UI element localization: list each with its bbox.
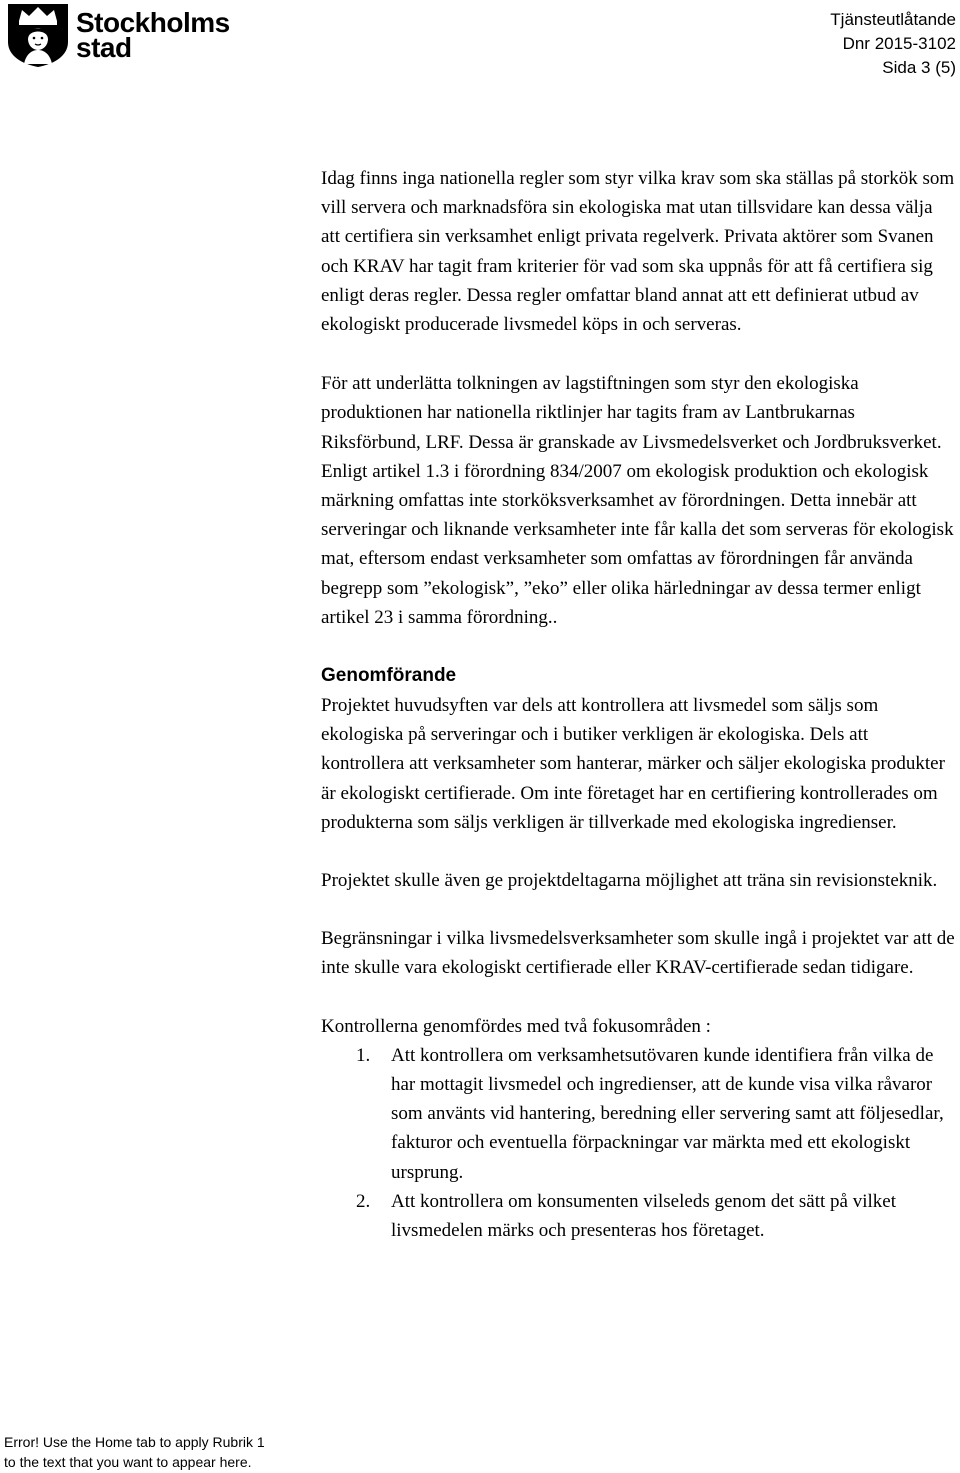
list-item-number: 1. (356, 1044, 371, 1066)
diary-number: Dnr 2015-3102 (842, 34, 956, 53)
footer-line-1: Error! Use the Home tab to apply Rubrik 1 (4, 1434, 265, 1450)
paragraph-training: Projektet skulle även ge projektdeltagarna möjlighet att träna sin revisionsteknik. (321, 870, 938, 892)
document-type: Tjänsteutlåtande (830, 10, 956, 29)
logo-line-1: Stockholms (76, 7, 230, 38)
footer-line-2: to the text that you want to appear here. (4, 1453, 252, 1470)
list-item-text: Att kontrollera om konsumenten vilseleds genom det sätt på vilket livsmedelen märks och presenteras hos företaget. (391, 1190, 896, 1242)
list-item-number: 2. (356, 1190, 371, 1212)
page-number: Sida 3 (5) (882, 58, 956, 77)
logo-wordmark (76, 7, 230, 63)
paragraph-limitations: Begränsningar i vilka livsmedelsverksamheter som skulle ingå i projektet var att de inte skulle vara ekologiskt certifierade eller KRAV-certifierade sedan tidigare. (321, 928, 955, 979)
list-item-text: Att kontrollera om verksamhetsutövaren kunde identifiera från vilka de har mottagit livsmedel och ingredienser, att de kunde visa vilka råvaror som använts vid hantering, beredning eller servering samt att följesedlar, fakturor och eventuella förpackningar var märkta med ett ekologiskt ursprung. (391, 1044, 944, 1183)
section-heading: Genomförande (321, 665, 457, 687)
paragraph-legislation: För att underlätta tolkningen av lagstiftningen som styr den ekologiska produktionen har nationella riktlinjer har tagits fram av Lantbrukarnas Riksförbund, LRF. Dessa är granskade av Livsmedelsverket och Jordbruksverket. Enligt artikel 1.3 i förordning 834/2007 om ekologisk produktion och ekologisk märkning omfattas inte storköksverksamhet av förordningen. Detta innebär att serveringar och liknande verksamheter inte får kalla det som serveras för ekologisk mat, eftersom endast verksamheter som omfattas av förordningen får använda begrepp som ”ekologisk”, ”eko” eller olika härledningar av dessa termer enligt artikel 23 i samma förordning.. (321, 373, 954, 628)
logo-line-2: stad (76, 32, 132, 63)
crown-crest-icon (6, 2, 70, 68)
paragraph-purpose: Projektet huvudsyften var dels att kontrollera att livsmedel som säljs som ekologiska på serveringar och i butiker verkligen är ekologiska. Dels att kontrollera att verksamheter som hanterar, märker och säljer ekologiska produkter är ekologiskt certifierade. Om inte företaget har en certifiering kontrollerades om produkterna som säljs verkligen är tillverkade med ekologiska ingredienser. (321, 695, 945, 833)
stockholms-stad-logo (6, 2, 230, 68)
document-body (321, 164, 955, 1245)
focus-list (321, 1041, 955, 1245)
list-item (321, 1187, 955, 1245)
paragraph-focus-intro: Kontrollerna genomfördes med två fokusområden : (321, 1015, 711, 1037)
paragraph-intro: Idag finns inga nationella regler som styr vilka krav som ska ställas på storkök som vill servera och marknadsföra sin ekologiska mat utan tillsvidare kan dessa välja att certifiera sin verksamhet enligt privata regelverk. Privata aktörer som Svanen och KRAV har tagit fram kriterier för vad som ska uppnås för att få certifiera sig enligt deras regler. Dessa regler omfattar bland annat att ett definierat utbud av ekologiskt producerade livsmedel köps in och serveras. (321, 168, 955, 336)
footer-error-note (4, 1433, 265, 1472)
list-item (321, 1041, 955, 1187)
document-header (830, 8, 956, 80)
